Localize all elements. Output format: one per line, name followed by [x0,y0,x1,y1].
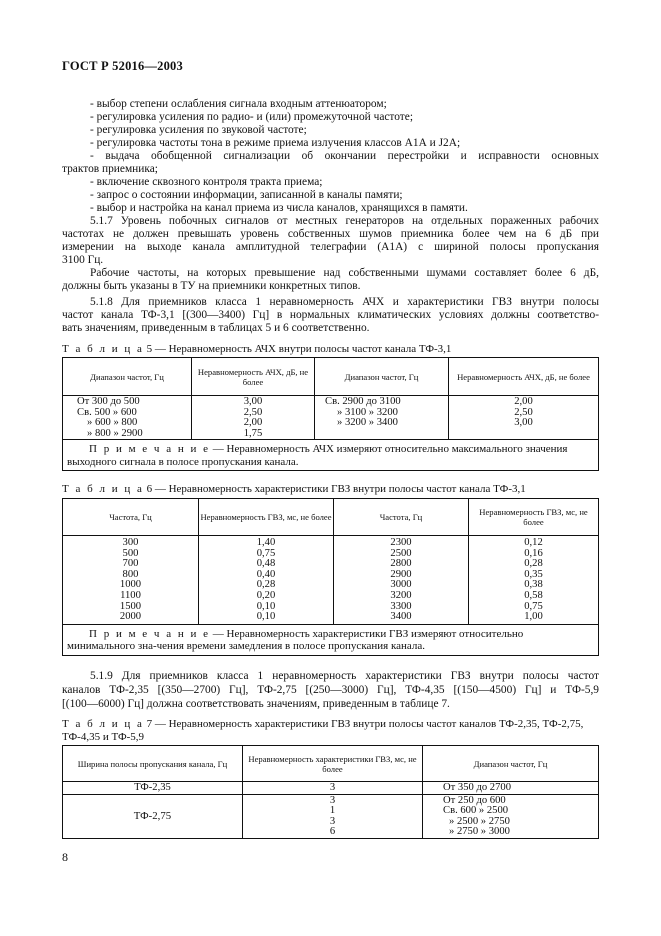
table7-caption-line2: ТФ-4,35 и ТФ-5,9 [62,731,145,743]
table-cell: 3,00 [514,417,533,429]
table-cell: Св. 500 » 600 [77,406,137,418]
text-line: [(100—6000) Гц] должна соответствовать значениям, приведенным в таблице 7. [62,698,450,710]
list-item: - включение сквозного контроля тракта приема; [90,176,323,188]
table-cell: » 800 » 2900 [87,427,143,439]
table-cell: 2,00 [514,396,533,407]
table-cell: 0,10 [256,600,276,612]
table-cell: 1500 [119,600,142,612]
text-line: 5.1.7 Уровень побочных сигналов от местных генераторов на отдельных пораженных рабочих [90,215,599,227]
list-item: - регулировка частоты тона в режиме приема излучения классов А1А и J2A; [90,137,461,149]
table-cell: От 350 до 2700 [423,782,599,795]
list-item-continuation: трактов приемника; [62,163,158,175]
column-header: Ширина полосы пропускания канала, Гц [63,746,243,782]
table-cell: 2,50 [514,406,533,418]
table-row [63,782,599,795]
table-cell: » 600 » 800 [87,417,138,429]
table-7 [62,745,599,839]
table-cell: 3400 [390,611,412,623]
table-row [63,794,599,838]
column-header: Частота, Гц [63,499,199,536]
table-cell: 0,48 [256,558,276,570]
text-line: Рабочие частоты, на которых превышение над собственными шумами составляет более 6 дБ, [90,267,599,279]
column-header: Диапазон частот, Гц [63,358,192,396]
table-cell: 1100 [120,589,141,601]
table-cell: 6 [329,826,336,838]
table-row [63,536,599,625]
note-text: — Неравномерность АЧХ измеряют относительно максимального значения выходного сигнала в полосе пропускания канала. [67,443,568,468]
caption-label: Т а б л и ц а [62,343,144,355]
table-cell: 1 [329,805,336,817]
list-item: - регулировка усиления по радио- и (или) промежуточной частоте; [90,111,414,123]
text-line: вать значениям, приведенным в таблицах 5 и 6 соответственно. [62,322,370,334]
table-cell: От 300 до 500 [77,396,140,407]
table-cell: 300 [122,537,139,548]
table-cell: ТФ-2,35 [63,782,243,795]
table-cell: 1,75 [243,427,263,439]
text-line: каналов ТФ-2,35 [(350—2700) Гц], ТФ-2,75 [(250—3000) Гц], ТФ-4,35 [(150—4500) Гц] и ТФ-5,9 [62,684,599,696]
table-cell: » 2500 » 2750 [449,815,510,827]
table-cell: 0,75 [524,600,543,612]
column-header: Диапазон частот, Гц [315,358,449,396]
column-header: Неравномерность АЧХ, дБ, не более [192,358,315,396]
column-header: Неравномерность ГВЗ, мс, не более [199,499,334,536]
table-cell: 1000 [119,579,142,591]
list-item: - запрос о состоянии информации, записанной в каналы памяти; [90,189,403,201]
table-5 [62,357,599,471]
table-cell: ТФ-2,75 [63,794,243,838]
table7-caption [62,718,583,731]
table6-caption [62,483,526,496]
list-item: - выбор степени ослабления сигнала входным аттенюатором; [90,98,387,110]
table-note-row [63,440,599,471]
table-cell: 1,40 [256,537,276,548]
text-line: частотах не должен превышать уровень собственных шумов приемника более чем на 6 дБ при [62,228,599,240]
table-6 [62,498,599,656]
table-cell: 3 [329,815,336,827]
note-text: — Неравномерность характеристики ГВЗ измеряют относительно минимального зна-чения времени замедления в полосе пропускания канала. [67,627,524,653]
table-cell: » 3100 » 3200 [337,406,398,418]
caption-text: 6 — Неравномерность характеристики ГВЗ внутри полосы частот канала ТФ-3,1 [146,483,526,495]
table-cell: 0,58 [524,589,543,601]
table-cell: 3,00 [243,396,263,407]
table-cell: 3200 [390,589,412,601]
table-cell: Св. 2900 до 3100 [325,396,401,407]
column-header: Неравномерность характеристики ГВЗ, мс, не более [243,746,423,782]
table-cell: 2500 [390,547,412,559]
table-cell: 0,40 [256,568,276,580]
table-cell: 2,50 [243,406,263,418]
list-item: - регулировка усиления по звуковой частоте; [90,124,307,136]
table-cell: 3 [329,794,336,806]
caption-label: Т а б л и ц а [62,718,144,730]
table-cell: 2300 [390,537,412,548]
table-note-row [63,624,599,655]
list-item: - выбор и настройка на канал приема из числа каналов, хранящихся в памяти. [90,202,468,214]
caption-label: Т а б л и ц а [62,483,144,495]
column-header: Диапазон частот, Гц [423,746,599,782]
table-cell: 500 [122,547,139,559]
table-cell: 2000 [119,611,142,623]
table-cell: 0,12 [524,537,543,548]
table-row [63,396,599,440]
column-header: Неравномерность АЧХ, дБ, не более [449,358,599,396]
table-cell: 700 [122,558,139,570]
text-line: частот канала ТФ-3,1 [(300—3400) Гц] в нормальных климатических условиях должны соответство- [62,309,599,321]
text-line: должны быть указаны в ТУ на приемники конкретных типов. [62,280,361,292]
caption-text: 7 — Неравномерность характеристики ГВЗ внутри полосы частот каналов ТФ-2,35, ТФ-2,75, [146,718,584,730]
table-cell: 3 [243,782,423,795]
table-cell: 2,00 [243,417,263,429]
table-cell: 0,28 [524,558,543,570]
note-label: П р и м е ч а н и е [89,443,210,456]
table-cell: 2900 [390,568,412,580]
document-header: ГОСТ Р 52016—2003 [62,59,183,73]
table-cell: Св. 600 » 2500 [443,805,509,817]
text-line: 5.1.8 Для приемников класса 1 неравномерность АЧХ и характеристики ГВЗ внутри полосы [90,296,599,308]
table-cell: 3000 [390,579,412,591]
table-cell: 0,10 [256,611,276,623]
table-cell: 0,16 [524,547,543,559]
text-line: 5.1.9 Для приемников класса 1 неравномерность характеристики ГВЗ внутри полосы частот [90,670,599,682]
caption-text: 5 — Неравномерность АЧХ внутри полосы частот канала ТФ-3,1 [146,343,452,355]
column-header: Неравномерность ГВЗ, мс, не более [469,499,599,536]
table-cell: 800 [122,568,139,580]
table-cell: 1,00 [524,611,543,623]
text-line: измерении на выходе канала амплитудной телеграфии (А1А) с шириной полосы пропускания [62,241,599,253]
table-cell: 0,75 [256,547,276,559]
text-line: 3100 Гц. [62,254,104,266]
list-item: - выдача обобщенной сигнализации об окончании перестройки и исправности основных [90,150,599,162]
page-number: 8 [62,850,68,864]
table-cell: 2800 [390,558,412,570]
table-cell: 0,28 [256,579,276,591]
table5-caption [62,343,451,356]
table-cell: От 250 до 600 [443,794,506,806]
table-cell: » 3200 » 3400 [337,417,398,429]
column-header: Частота, Гц [334,499,469,536]
table-cell: » 2750 » 3000 [449,826,510,838]
table-cell: 3300 [390,600,412,612]
table-cell: 0,35 [524,568,543,580]
note-label: П р и м е ч а н и е [89,627,210,640]
table-cell: 0,20 [256,589,276,601]
table-cell: 0,38 [524,579,543,591]
